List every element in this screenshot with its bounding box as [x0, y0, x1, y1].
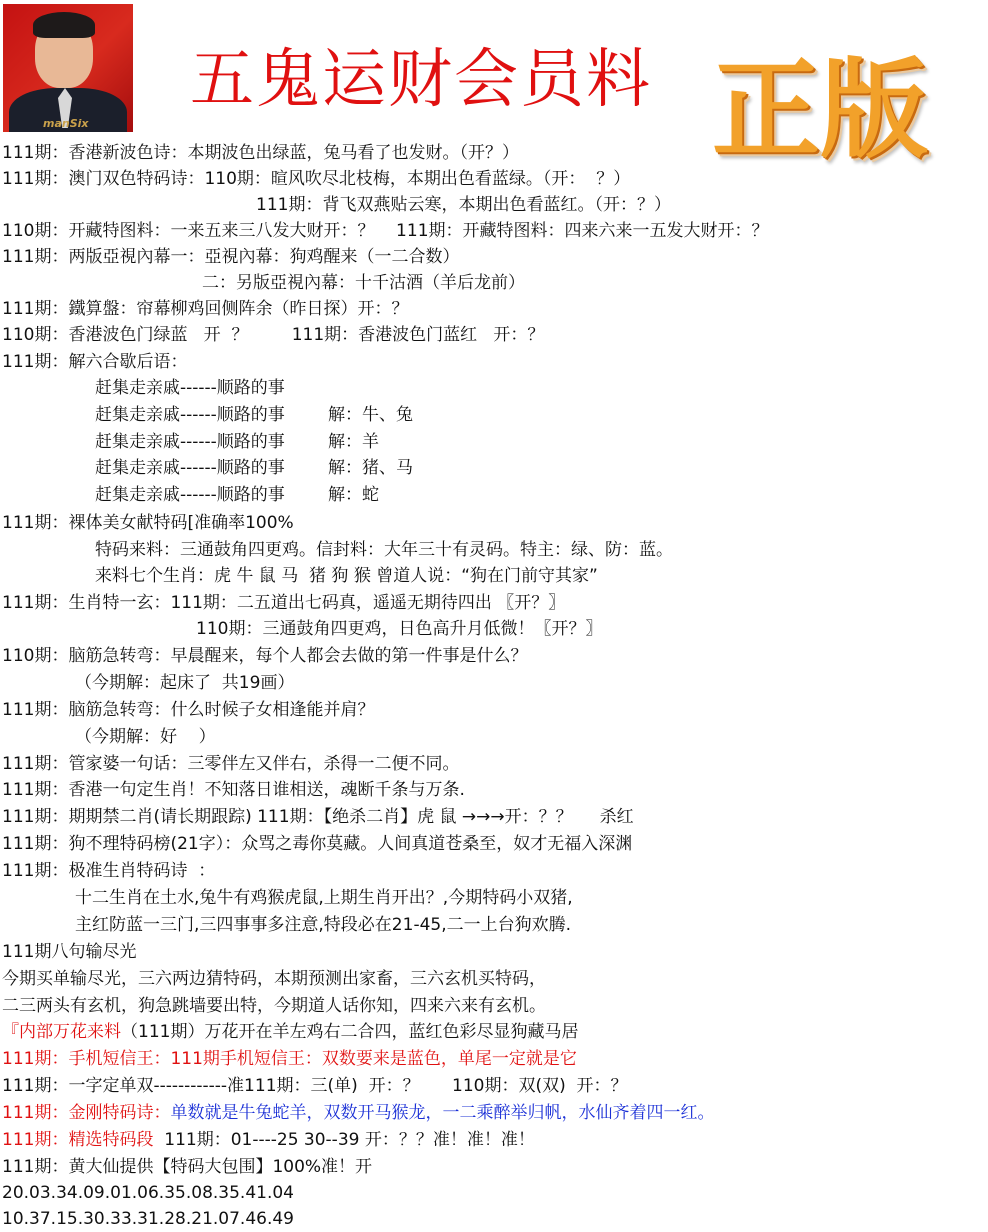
- text-line: 赶集走亲戚------顺路的事 解：蛇: [95, 485, 380, 505]
- text-line: （今期解：好 ）: [75, 727, 216, 747]
- text-line: 111期：香港新波色诗：本期波色出绿蓝，兔马看了也发财。（开？）: [2, 143, 519, 163]
- text-line: 111期：鐵算盤：帘幕柳鸡回侧阵余（昨日探）开：？: [2, 299, 409, 319]
- text-line: 10.37.15.30.33.31.28.21.07.46.49: [2, 1209, 294, 1229]
- text-line: 赶集走亲戚------顺路的事 解：牛、兔: [95, 405, 414, 425]
- genuine-badge: 正版: [712, 47, 929, 173]
- text-line: （今期解：起床了 共19画）: [75, 673, 295, 693]
- text-line: 111期：狗不理特码榜(21字）：众骂之毒你莫藏。人间真道苍桑至，奴才无福入深渊: [2, 834, 633, 854]
- text-line: 110期：香港波色门绿蓝 开 ？ 111期：香港波色门蓝红 开：？: [2, 325, 545, 345]
- text-line: 20.03.34.09.01.06.35.08.35.41.04: [2, 1183, 294, 1203]
- text-line: 赶集走亲戚------顺路的事 解：羊: [95, 432, 380, 452]
- text-line: 110期：开藏特图料：一来五来三八发大财开：？ 111期：开藏特图料：四来六来一五发大财开：？: [2, 221, 769, 241]
- text-line: 赶集走亲戚------顺路的事 解：猪、马: [95, 458, 414, 478]
- text-line: 111期：脑筋急转弯：什么时候子女相逢能并肩？: [2, 700, 375, 720]
- text-line: 十二生肖在土水,兔牛有鸡猴虎鼠,上期生肖开出？,今期特码小双猪,: [75, 888, 573, 908]
- text-line: 111期：管家婆一句话：三零伴左又伴右，杀得一二便不同。: [2, 754, 460, 774]
- text-line: 111期：背飞双燕贴云寒，本期出色看蓝红。（开：？）: [256, 195, 671, 215]
- text-line: 特码来料：三通鼓角四更鸡。信封料：大年三十有灵码。特主：绿、防：蓝。: [95, 540, 673, 560]
- text-line: 111期：香港一句定生肖！不知落日谁相送，魂断千条与万条.: [2, 780, 465, 800]
- text-line: 111期：手机短信王：111期手机短信王：双数要来是蓝色，单尾一定就是它: [2, 1049, 577, 1069]
- text-line: 111期：期期禁二肖(请长期跟踪) 111期：【绝杀二肖】虎 鼠 →→→开：？？ 杀红: [2, 807, 634, 827]
- text-segment: （111期）万花开在羊左鸡右二合四，蓝红色彩尽显狗藏马居: [121, 1022, 579, 1042]
- text-line: 111期：极准生肖特码诗 ：: [2, 861, 216, 881]
- text-line: [2, 1129, 535, 1151]
- text-line: 赶集走亲戚------顺路的事: [95, 378, 285, 398]
- text-line: 来料七个生肖：虎 牛 鼠 马 猪 狗 猴 曾道人说：“狗在门前守其家”: [95, 566, 598, 586]
- text-line: 111期：两版亞視內幕一：亞視內幕：狗鸡醒来（一二合数）: [2, 247, 460, 267]
- text-line: 111期：澳门双色特码诗：110期：暄风吹尽北枝梅，本期出色看蓝绿。（开： ？）: [2, 169, 631, 189]
- text-segment: 『内部万花来料: [2, 1022, 121, 1042]
- text-line: 111期：生肖特一玄：111期：二五道出七码真，遥遥无期待四出 〖开？〗: [2, 593, 566, 613]
- text-line: 111期八句输尽光: [2, 942, 137, 962]
- page-title: 五鬼运财会员料: [190, 43, 652, 117]
- text-line: 111期：解六合歇后语：: [2, 352, 188, 372]
- text-line: 111期：一字定单双------------准111期：三(单) 开：？ 110期：双(双) 开：？: [2, 1076, 628, 1096]
- text-segment: 单数就是牛兔蛇羊，双数开马猴龙，一二乘醉举归帆，水仙齐着四一红。: [170, 1103, 715, 1123]
- text-line: 111期：黄大仙提供【特码大包围】100%准！开: [2, 1157, 373, 1177]
- text-line: [2, 1102, 714, 1124]
- text-line: 111期：裸体美女献特码[准确率100%: [2, 513, 294, 533]
- text-line: 110期：脑筋急转弯：早晨醒来，每个人都会去做的第一件事是什么？: [2, 646, 528, 666]
- portrait-photo: [3, 4, 133, 132]
- text-segment: 111期：金刚特码诗：: [2, 1103, 171, 1123]
- text-line: 二三两头有玄机，狗急跳墙要出特，今期道人话你知，四来六来有玄机。: [2, 996, 546, 1016]
- photo-watermark: manSix: [43, 117, 89, 130]
- text-line: 二：另版亞視內幕：十千沽酒（羊后龙前）: [202, 273, 525, 293]
- text-line: 110期：三通鼓角四更鸡，日色高升月低微！〖开？〗: [196, 619, 603, 639]
- text-line: 主红防蓝一三门,三四事事多注意,特段必在21-45,二一上台狗欢腾.: [75, 915, 572, 935]
- text-line: 今期买单输尽光，三六两边猜特码，本期预测出家畜，三六玄机买特码，: [2, 969, 546, 989]
- text-segment: 111期：01----25 30--39 开：？？准！准！准！: [153, 1130, 535, 1150]
- text-segment: 111期：精选特码段: [2, 1130, 154, 1150]
- text-line: [2, 1021, 578, 1043]
- portrait-hair: [33, 12, 95, 38]
